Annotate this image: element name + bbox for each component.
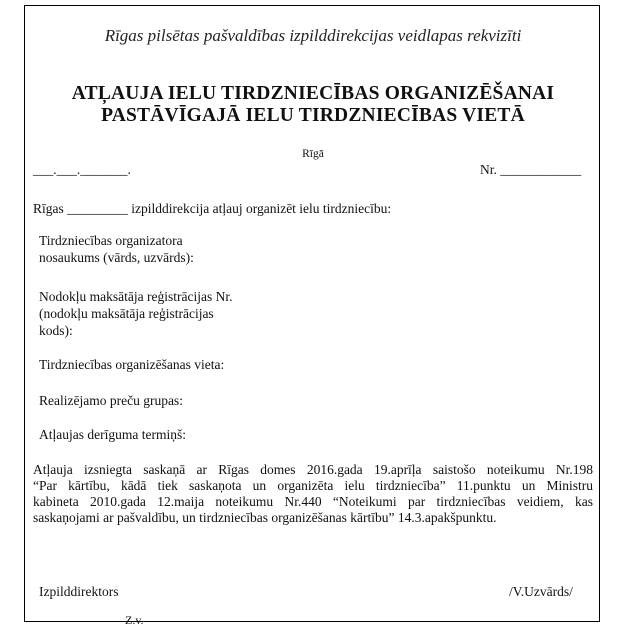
stamp-placeholder: Z.v. (125, 613, 144, 627)
taxpayer-number-label-line-2: (nodokļu maksātāja reģistrācijas (39, 306, 214, 321)
taxpayer-number-label-line-1: Nodokļu maksātāja reģistrācijas Nr. (39, 289, 233, 304)
legal-basis-line-4: saskaņojami ar pašvaldību, un tirdzniecības organizēšanas kārtību” 14.3.apakšpunktu. (33, 510, 497, 525)
legal-basis-line-2: “Par kārtību, kādā tiek saskaņota un organizēta ielu tirdzniecība” 11.punktu un Ministru (33, 478, 593, 493)
issue-city: Rīgā (302, 148, 324, 160)
document-title-line-2: PASTĀVĪGAJĀ IELU TIRDZNIECĪBAS VIETĀ (101, 105, 525, 126)
organizer-name-label-line-1: Tirdzniecības organizatora (39, 233, 183, 248)
issue-date-placeholder: ___.___._______. (33, 162, 131, 177)
permit-intro-text: Rīgas _________ izpilddirekcija atļauj organizēt ielu tirdzniecību: (33, 201, 392, 216)
letterhead-requisites: Rīgas pilsētas pašvaldības izpilddirekcijas veidlapas rekvizīti (104, 26, 522, 45)
director-title: Izpilddirektors (39, 584, 119, 599)
legal-basis-line-1: Atļauja izsniegta saskaņā ar Rīgas domes 2016.gada 19.aprīļa saistošo noteikumu Nr.198 (33, 462, 593, 477)
document-number-field: Nr. ____________ (480, 162, 582, 177)
document-title-line-1: ATĻAUJA IELU TIRDZNIECĪBAS ORGANIZĒŠANAI (71, 83, 555, 104)
goods-groups-label: Realizējamo preču grupas: (39, 393, 183, 408)
permit-document (24, 5, 600, 627)
signature-name: /V.Uzvārds/ (509, 584, 573, 599)
organizer-name-label-line-2: nosaukums (vārds, uzvārds): (39, 250, 194, 265)
trade-location-label: Tirdzniecības organizēšanas vieta: (39, 357, 225, 372)
legal-basis-line-3: kabineta 2010.gada 12.maija noteikumu Nr.440 “Noteikumi par tirdzniecības veidiem, kas (33, 494, 593, 509)
validity-term-label: Atļaujas derīguma termiņš: (39, 427, 186, 442)
legal-basis-paragraph (33, 462, 593, 526)
taxpayer-number-label-line-3: kods): (39, 323, 73, 338)
